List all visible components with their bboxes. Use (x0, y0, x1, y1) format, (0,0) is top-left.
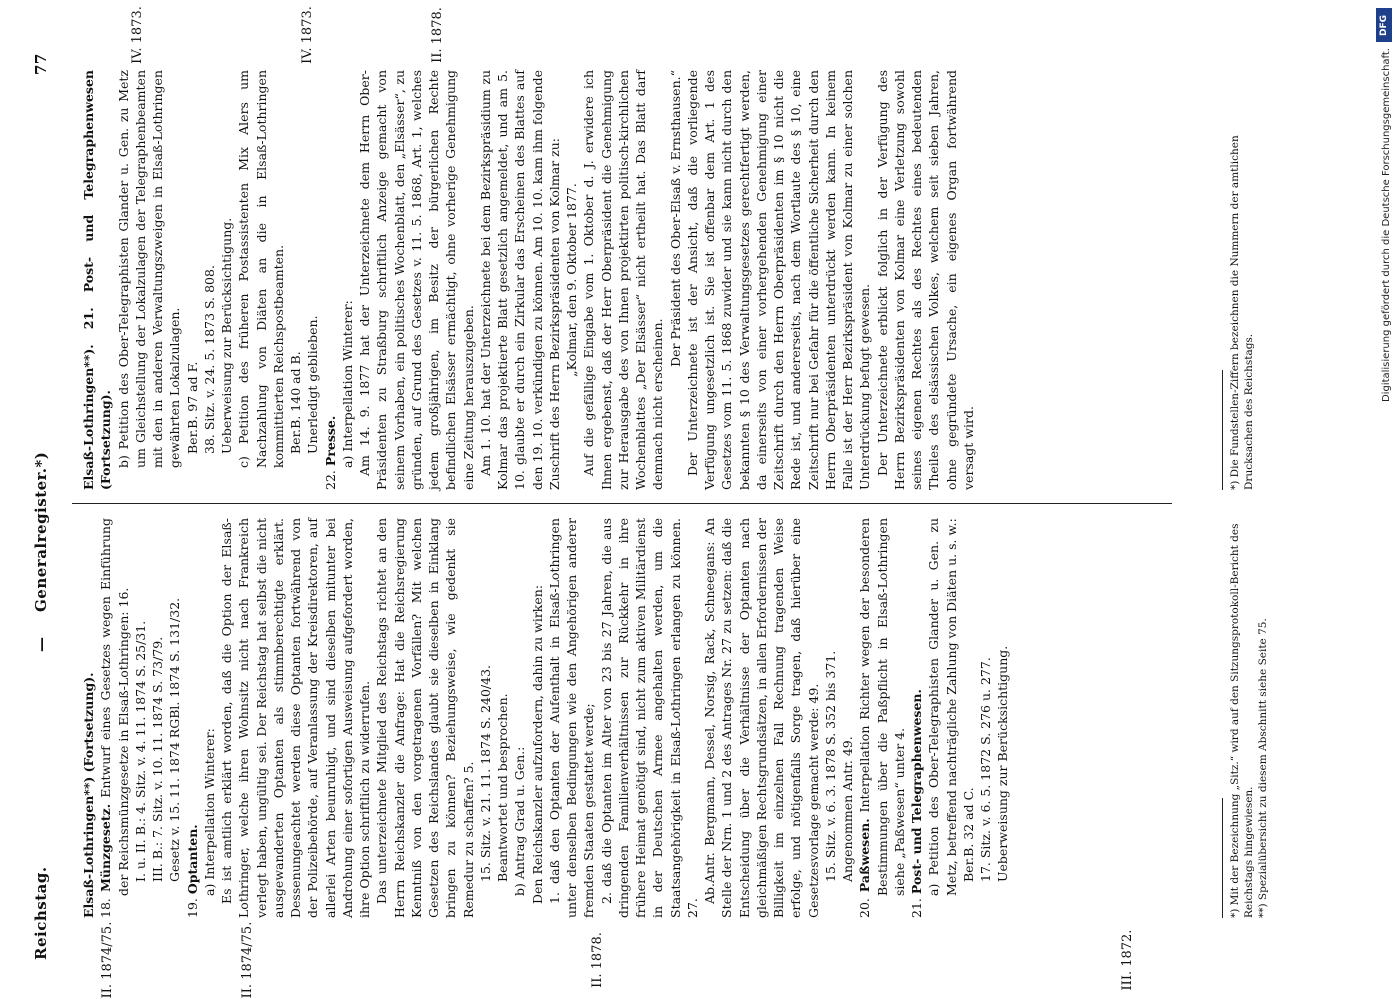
reference-line: Ueberweisung zur Berücksichtigung. (219, 217, 234, 454)
paragraph: Der Unterzeichnete erblickt folglich in der Verfügung des Herrn Bezirkspräsidenten von Kolmar eine Verletzung sowohl seines eigenen Rechtes als des Rechtes eines bedeutenden Theiles des elsässischen Volkes, welchem seit sieben Jahren, ohne gegründete Ursache, ein eigenes Organ fortwährend versagt wird. (874, 70, 976, 490)
footnotes-right (1228, 70, 1256, 490)
paragraph: Es ist amtlich erklärt worden, daß die Option der Elsaß-Lothringer, welche ihren Wohnsitz nicht nach Frankreich verlegt haben, ungültig sei. Der Reichstag hat selbst die nicht ausgewanderten Optanten als stimmberechtigte erklärt. Dessenungeachtet werden diese Optanten fortwährend von der Polizeibehörde, auf Veranlassung der Kreisdirektoren, auf allerlei Arten beunruhigt, und sind dieselben mitunter bei Androhung einer sofortigen Ausweisung aufgefordert worden, ihre Option schriftlich zu widerrufen. (219, 518, 372, 918)
reference-line: Beantwortet und besprochen. (495, 693, 510, 882)
numbered-entry (908, 518, 925, 918)
numbered-entry (322, 70, 339, 490)
header-dash: — (32, 636, 50, 652)
margin-note: II. 1874/75. (100, 921, 115, 999)
page-number: 77 (32, 53, 50, 75)
sub-label: b) (512, 883, 528, 896)
margin-note: II. 1874/75. (240, 921, 255, 999)
entry-text: Interpellation Richter wegen der besonderen Bestimmungen über die Paßpflicht in Elsaß-Lothringen siehe „Paßwesen“ unter 4. (857, 518, 907, 896)
sub-entry (235, 70, 287, 490)
paragraph: Den Reichskanzler aufzufordern, dahin zu wirken: (529, 584, 545, 904)
paragraph: Der Unterzeichnete ist der Ansicht, daß die vorliegende Verfügung ungesetzlich ist. Sie ist offenbar dem Art. 1 des Gesetzes vom 11. 5. 1868 zuwider und sie kann nicht durch den bekannten § 10 des Verwaltungsgesetzes gerechtfertigt werden, da einerseits von einer vorhergehenden Genehmigung einer Zeitschrift durch den Herrn Oberpräsidenten im § 10 nicht die Rede ist, und andererseits, nach dem Wortlaute des § 10, eine Zeitschrift nur bei Gefahr für die öffentliche Sicherheit durch den Herrn Oberpräsidenten unterdrückt werden kann. In keinem Falle ist der Herr Bezirkspräsident von Kolmar zu einer solchen Unterdrückung befugt gewesen. (684, 70, 873, 490)
entry-number: 19. (184, 898, 200, 918)
dfg-credit-text: Digitalisierung gefördert durch die Deutsche Forschungsgemeinschaft. (1381, 48, 1392, 403)
margin-note: III. 1872. (1120, 929, 1135, 991)
reference-line: Unerledigt geblieben. (305, 315, 321, 454)
quote-line: „Kolmar, den 9. Oktober 1877. (564, 183, 579, 377)
sub-label: a) (339, 455, 355, 468)
reference-line: 15. Sitz. v. 21. 11. 1874 S. 240/43. (477, 665, 493, 882)
column-divider (72, 503, 1172, 504)
footnote: **) Spezialübersicht zu diesem Abschnitt siehe Seite 75. (1257, 618, 1270, 918)
reference-line: Ber.B. 97 ad F. (184, 361, 200, 454)
entry-number: 22. (322, 470, 338, 490)
paragraph: 2. daß die Optanten im Alter von 23 bis 27 Jahren, die aus dringenden Familienverhältnissen zur Rückkehr in ihre frühere Heimat genötigt sind, nicht zum aktiven Militärdienst in der Deutschen Armee angehalten werden, um die Staatsangehörigkeit in Elsaß-Lothringen erlangen zu können. 27. (598, 518, 700, 918)
paragraph: Am 1. 10. hat der Unterzeichnete bei dem Bezirkspräsidium zu Kolmar das projektierte Blatt gesetzlich angemeldet, und am 5. 10. glaubte er durch ein Zirkular das Erscheinen des Blattes auf den 19. 10. verkündigen zu können. Am 10. 10. kam ihm folgende Zuschrift des Herrn Bezirkspräsidenten von Kolmar zu: (477, 70, 562, 490)
numbered-entry (97, 518, 132, 918)
footnote-rule (1222, 798, 1223, 918)
reference-line: Angenommen Antr. 49. (840, 736, 855, 882)
sub-label: c) (236, 456, 252, 468)
sub-entry (511, 518, 528, 918)
sub-title: Petition des Ober-Telegraphisten Glander u. Gen. zu Metz, betreffend nachträgliche Zahlung von Diäten u. s. w.: (926, 518, 959, 896)
paragraph: Auf die gefällige Eingabe vom 1. Oktober d. J. erwidere ich Ihnen ergebenst, daß der Herr Oberpräsident die Genehmigung zur Herausgabe des von Ihnen projektirten politisch-kirchlichen Wochenblattes „Der Elsässer“ nicht ertheilt hat. Das Blatt darf demnach nicht erscheinen. (581, 70, 666, 490)
header-left: Reichstag. (32, 866, 50, 960)
entry-number: 18. (98, 898, 114, 918)
entry-number: 21. (909, 898, 924, 918)
footnote-rule (1222, 370, 1223, 490)
reference-line: Ber.B. 140 ad B. (288, 351, 303, 454)
section-head: Elsaß-Lothringen**). 21. Post- und Telegraphenwesen (Fortsetzung). (81, 70, 114, 490)
entry-title: Optanten. (184, 824, 200, 895)
entry-text: Entwurf eines Gesetzes wegen Einführung der Reichsmünzgesetze in Elsaß-Lothringen: 16. (98, 518, 131, 896)
margin-note: II. 1878. (430, 7, 445, 63)
footnote: *) Mit der Bezeichnung „Sitz.“ wird auf den Sitzungsprotokoll-Bericht des Reichstags hingewiesen. (1229, 523, 1256, 918)
sub-label: a) (926, 883, 942, 896)
section-head: Elsaß-Lothringen**) (Fortsetzung). (81, 672, 96, 918)
right-column (80, 70, 977, 490)
footnote: *) Die Fundstellen-Ziffern bezeichnen die Nummern der amtlichen Drucksachen des Reichstags. (1229, 135, 1256, 490)
numbered-entry (184, 518, 201, 918)
sub-entry (201, 518, 218, 918)
paragraph: Ab.Antr. Bergmann, Dessel, Norsig, Rack, Schneegans: An Stelle der Nrn. 1 und 2 des Antrages Nr. 27 zu setzen: daß die Entscheidung über die Verhältnisse der Optanten nach gleichmäßigen Rechtsgrundsätzen, in allen Erfordernissen der Billigkeit im einzelnen Fall Rechnung tragenden Weise erfolge, und nötigenfalls Sorge tragen, daß hierüber eine Gesetzesvorlage gemacht werde: 49. (702, 518, 821, 918)
margin-note: IV. 1873. (300, 6, 315, 64)
sub-title: Interpellation Winterer: (201, 728, 217, 880)
margin-note: IV. 1873. (130, 6, 145, 64)
dfg-logo: DFG (1376, 8, 1392, 42)
sub-title: Interpellation Winterer: (339, 300, 355, 452)
sub-text: Petition des Ober-Telegraphisten Glander u. Gen. zu Metz um Gleichstellung der Lokalzulagen der Telegraphenbeamten mit den in anderen Verwaltungszweigen in Elsaß-Lothringen gewährten Lokalzulagen. (115, 70, 183, 468)
numbered-entry (856, 518, 908, 918)
entry-title: Post- und Telegraphenwesen. (909, 689, 924, 895)
reference-line: 38. Sitz. v. 24. 5. 1873 S. 808. (201, 265, 217, 454)
entry-title: Münzgesetz. (98, 803, 114, 892)
entry-number: 20. (857, 898, 873, 918)
sub-title: Antrag Grad u. Gen.: (512, 746, 528, 880)
sub-entry (925, 518, 960, 918)
entry-title: Presse. (322, 415, 338, 467)
sub-label: b) (115, 455, 131, 468)
dfg-credit-strip (1373, 0, 1395, 1000)
sub-label: a) (201, 883, 217, 896)
entry-title: Paßwesen. (857, 818, 873, 893)
reference-line: Ber.B. 32 ad C. (960, 787, 976, 882)
reference-line: Gesetz v. 15. 11. 1874 RGBl. 1874 S. 131/32. (167, 597, 183, 882)
sub-text: Petition des früheren Postassistenten Mix Alers um Nachzahlung von Diäten an die in Elsaß-Lothringen kommittierten Reichspostbeamten. (236, 70, 286, 468)
reference-line: 15. Sitz. v. 6. 3. 1878 S. 352 bis 371. (822, 650, 838, 882)
paragraph: 1. daß den Optanten der Aufenthalt in Elsaß-Lothringen unter denselben Bedingungen wie den Angehörigen anderer fremden Staaten gestattet werde; (546, 518, 597, 918)
reference-line: III. B.: 7. Sitz. v. 10. 11. 1874 S. 73/79. (150, 636, 165, 882)
sub-entry (339, 70, 356, 490)
sub-entry (115, 70, 184, 490)
left-column (80, 518, 1012, 918)
signature-line: Der Präsident des Ober-Elsaß v. Ernsthausen.“ (667, 70, 683, 367)
margin-note: II. 1878. (590, 932, 605, 988)
paragraph: Das unterzeichnete Mitglied des Reichstags richtet an den Herrn Reichskanzler die Anfrage: Hat die Reichsregierung Kenntniß von den vorgetragenen Vorfällen? Mit welchen Gesetzen des Reichslandes glaubt sie dieselben in Einklang bringen zu können? Beziehungsweise, wie gedenkt sie Remedur zu schaffen? 5. (374, 518, 476, 918)
footnotes-left (1228, 518, 1271, 918)
reference-line: I. u. II. B.: 4. Sitz. v. 4. 11. 1874 S. 25/31. (132, 620, 148, 882)
header-center: Generalregister.*) (32, 451, 50, 612)
reference-line: Ueberweisung zur Berücksichtigung. (995, 645, 1011, 882)
paragraph: Am 14. 9. 1877 hat der Unterzeichnete dem Herrn Ober-Präsidenten zu Straßburg schriftlich Anzeige gemacht von seinem Vorhaben, ein politisches Wochenblatt, den „Elsässer“, zu gründen, auf Grund des Gesetzes v. 11. 5. 1868, Art. 1, welches jedem großjährigen, im Besitz der bürgerlichen Rechte befindlichen Elsässer ermächtigt, ohne vorherige Genehmigung eine Zeitung herauszugeben. (357, 70, 476, 490)
reference-line: 17. Sitz. v. 6. 5. 1872 S. 276 u. 277. (978, 657, 993, 882)
